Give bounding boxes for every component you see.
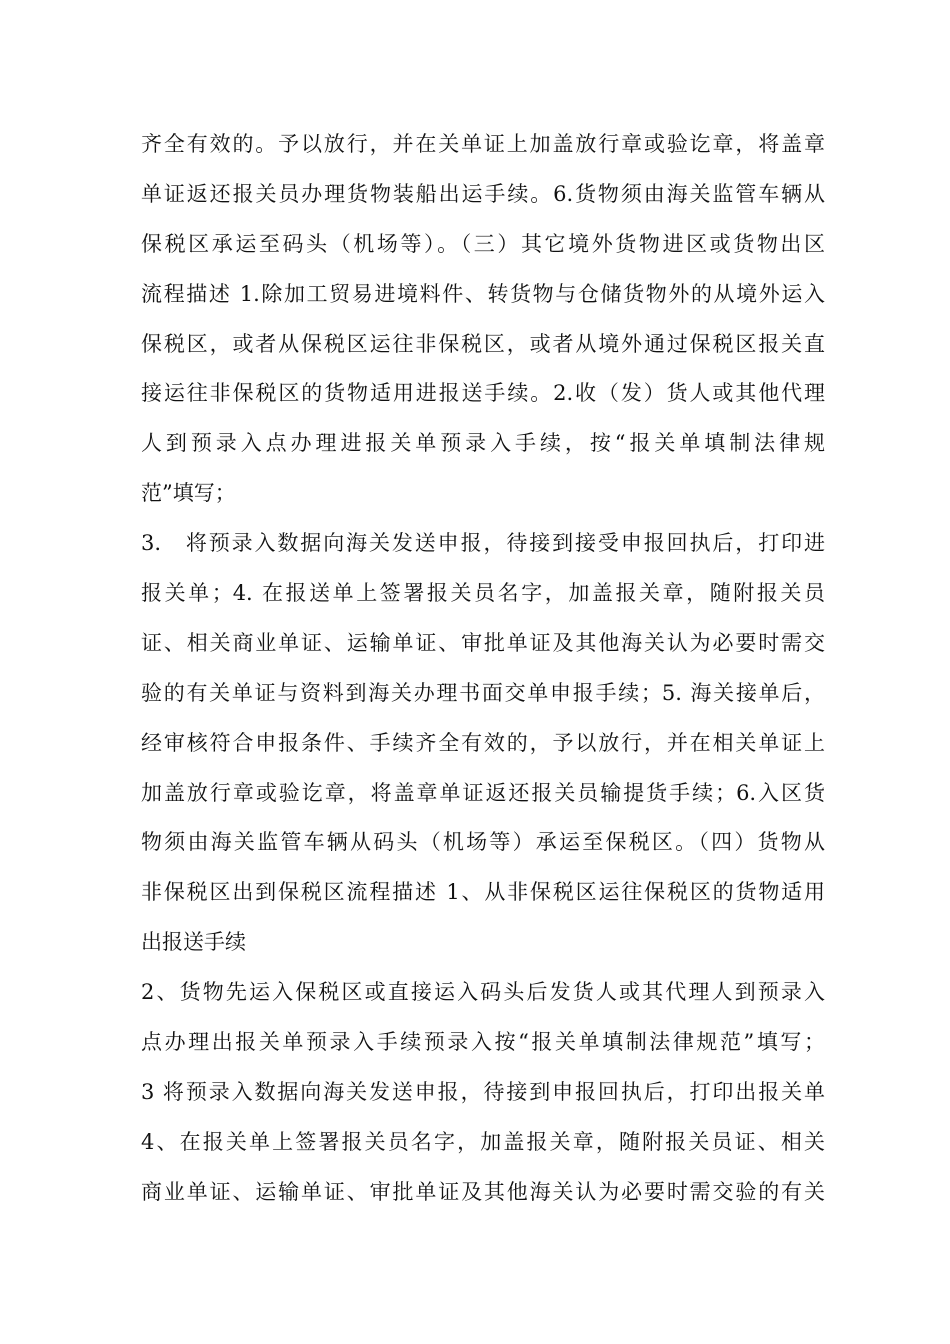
text-line: 2、货物先运入保税区或直接运入码头后发货人或其代理人到预录入 [141,980,825,1005]
text-line: 3. 将预录入数据向海关发送申报，待接到接受申报回执后，打印进 [141,531,825,556]
text-line: 流程描述 1.除加工贸易进境料件、转货物与仓储货物外的从境外运入 [141,281,825,306]
text-line: 单证返还报关员办理货物装船出运手续。6.货物须由海关监管车辆从 [141,181,825,206]
text-line: 加盖放行章或验讫章，将盖章单证返还报关员输提货手续；6.入区货 [141,780,825,805]
text-line: 接运往非保税区的货物适用进报送手续。2.收（发）货人或其他代理 [141,381,825,406]
text-line: 物须由海关监管车辆从码头（机场等）承运至保税区。（四）货物从 [141,830,825,855]
text-line: 保税区，或者从保税区运往非保税区，或者从境外通过保税区报关直 [141,331,825,356]
text-line: 人到预录入点办理进报关单预录入手续，按“报关单填制法律规 [141,431,825,456]
text-line: 验的有关单证与资料到海关办理书面交单申报手续；5. 海关接单后， [141,680,825,705]
text-line: 4、在报关单上签署报关员名字，加盖报关章，随附报关员证、相关 [141,1129,825,1154]
text-line: 报关单；4. 在报送单上签署报关员名字，加盖报关章，随附报关员 [141,581,825,606]
text-line: 范”填写； [141,481,236,506]
text-line: 商业单证、运输单证、审批单证及其他海关认为必要时需交验的有关 [141,1179,825,1204]
text-line: 证、相关商业单证、运输单证、审批单证及其他海关认为必要时需交 [141,630,825,655]
text-line: 出报送手续 [141,930,246,955]
text-line: 非保税区出到保税区流程描述 1、从非保税区运往保税区的货物适用 [141,880,825,905]
text-line: 3 将预录入数据向海关发送申报，待接到申报回执后，打印出报关单 [141,1079,825,1104]
text-line: 齐全有效的。予以放行，并在关单证上加盖放行章或验讫章，将盖章 [141,132,825,156]
text-line: 点办理出报关单预录入手续预录入按“报关单填制法律规范”填写； [141,1030,825,1055]
text-line: 保税区承运至码头（机场等）。（三）其它境外货物进区或货物出区 [141,231,825,256]
document-body [141,120,825,1218]
text-line: 经审核符合申报条件、手续齐全有效的，予以放行，并在相关单证上 [141,730,825,755]
